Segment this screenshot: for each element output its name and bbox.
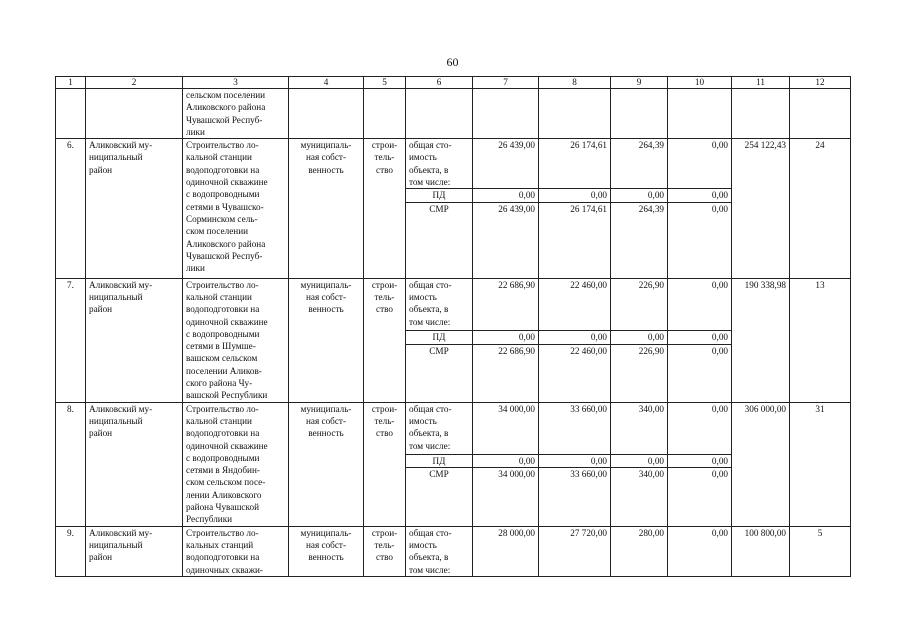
- total-value: 0,00: [668, 278, 732, 330]
- pd-value: 0,00: [611, 454, 668, 468]
- col11-value: 306 000,00: [732, 402, 790, 526]
- pd-label: ПД: [406, 454, 473, 468]
- pd-value: 0,00: [473, 189, 539, 202]
- col11-value: 100 800,00: [732, 526, 790, 576]
- kind-cell: строи- тель- ство: [364, 278, 406, 402]
- col11-value: 190 338,98: [732, 278, 790, 402]
- col-header: 9: [611, 77, 668, 89]
- pd-value: 0,00: [473, 454, 539, 468]
- table-row: [56, 526, 851, 576]
- table-row: [56, 278, 851, 330]
- total-value: 22 460,00: [539, 278, 611, 330]
- col12-value: 31: [790, 402, 851, 526]
- smr-label: СМР: [406, 202, 473, 278]
- smr-value: 26 174,61: [539, 202, 611, 278]
- smr-value: 0,00: [668, 468, 732, 526]
- smr-value: 34 000,00: [473, 468, 539, 526]
- smr-label: СМР: [406, 344, 473, 402]
- total-value: 340,00: [611, 402, 668, 454]
- col-header: 10: [668, 77, 732, 89]
- total-value: 26 439,00: [473, 139, 539, 189]
- col12-value: 24: [790, 139, 851, 278]
- cost-label-cell: общая сто- имость объекта, в том числе:: [406, 526, 473, 576]
- pd-value: 0,00: [539, 189, 611, 202]
- object-description: Строительство ло- кальной станции водоподготовки на одиночной скважине с водопроводными сетями в Яндобин- ском сельском посе- лении Аликовского района Чувашской Республики: [183, 402, 289, 526]
- smr-value: 0,00: [668, 202, 732, 278]
- col-header: 7: [473, 77, 539, 89]
- pd-label: ПД: [406, 330, 473, 344]
- smr-value: 264,39: [611, 202, 668, 278]
- total-value: 280,00: [611, 526, 668, 576]
- municipality-cell: Аликовский му- ниципальный район: [86, 526, 183, 576]
- row-number: 8.: [56, 402, 86, 526]
- municipality-cell: Аликовский му- ниципальный район: [86, 278, 183, 402]
- object-description: Строительство ло- кальной станции водоподготовки на одиночной скважине с водопроводными сетями в Чувашско- Сорминском сель- ском поселении Аликовского района Чувашской Респуб- лики: [183, 139, 289, 278]
- municipality-cell: Аликовский му- ниципальный район: [86, 139, 183, 278]
- total-value: 27 720,00: [539, 526, 611, 576]
- smr-value: 0,00: [668, 344, 732, 402]
- col12-value: 13: [790, 278, 851, 402]
- object-description: Строительство ло- кальных станций водоподготовки на одиночных скважи-: [183, 526, 289, 576]
- total-value: 264,39: [611, 139, 668, 189]
- kind-cell: строи- тель- ство: [364, 402, 406, 526]
- table-row: [56, 139, 851, 189]
- total-value: 26 174,61: [539, 139, 611, 189]
- total-value: 0,00: [668, 139, 732, 189]
- pd-value: 0,00: [473, 330, 539, 344]
- col-header: 2: [86, 77, 183, 89]
- col-header: 1: [56, 77, 86, 89]
- row-number: 7.: [56, 278, 86, 402]
- col-header: 6: [406, 77, 473, 89]
- col-header: 12: [790, 77, 851, 89]
- col-header: 4: [289, 77, 364, 89]
- pd-value: 0,00: [539, 454, 611, 468]
- pd-value: 0,00: [668, 330, 732, 344]
- col11-value: 254 122,43: [732, 139, 790, 278]
- cost-label-cell: общая сто- имость объекта, в том числе:: [406, 278, 473, 330]
- col-header: 11: [732, 77, 790, 89]
- col-header: 5: [364, 77, 406, 89]
- row-number: 6.: [56, 139, 86, 278]
- total-value: 0,00: [668, 526, 732, 576]
- kind-cell: строи- тель- ство: [364, 526, 406, 576]
- municipality-cell: Аликовский му- ниципальный район: [86, 402, 183, 526]
- col12-value: 5: [790, 526, 851, 576]
- cost-label-cell: общая сто- имость объекта, в том числе:: [406, 139, 473, 189]
- pd-value: 0,00: [611, 330, 668, 344]
- smr-value: 26 439,00: [473, 202, 539, 278]
- pd-value: 0,00: [668, 454, 732, 468]
- smr-value: 226,90: [611, 344, 668, 402]
- ownership-cell: муниципаль- ная собст- венность: [289, 526, 364, 576]
- ownership-cell: муниципаль- ная собст- венность: [289, 139, 364, 278]
- total-value: 28 000,00: [473, 526, 539, 576]
- smr-value: 22 686,90: [473, 344, 539, 402]
- total-value: 22 686,90: [473, 278, 539, 330]
- column-number-row: [56, 77, 851, 89]
- row-number: 9.: [56, 526, 86, 576]
- total-value: 0,00: [668, 402, 732, 454]
- object-description: сельском поселении Аликовского района Чувашской Респуб- лики: [183, 89, 289, 139]
- smr-value: 340,00: [611, 468, 668, 526]
- object-description: Строительство ло- кальной станции водоподготовки на одиночной скважине с водопроводными сетями в Шумше- вашском сельском поселении Аликов- ского района Чу- вашской Республики: [183, 278, 289, 402]
- total-value: 33 660,00: [539, 402, 611, 454]
- smr-value: 22 460,00: [539, 344, 611, 402]
- cost-label-cell: общая сто- имость объекта, в том числе:: [406, 402, 473, 454]
- total-value: 226,90: [611, 278, 668, 330]
- smr-value: 33 660,00: [539, 468, 611, 526]
- pd-value: 0,00: [611, 189, 668, 202]
- table-row: [56, 402, 851, 454]
- total-value: 34 000,00: [473, 402, 539, 454]
- pd-value: 0,00: [539, 330, 611, 344]
- pd-label: ПД: [406, 189, 473, 202]
- ownership-cell: муниципаль- ная собст- венность: [289, 278, 364, 402]
- col-header: 8: [539, 77, 611, 89]
- kind-cell: строи- тель- ство: [364, 139, 406, 278]
- ownership-cell: муниципаль- ная собст- венность: [289, 402, 364, 526]
- continuation-row: [56, 89, 851, 139]
- col-header: 3: [183, 77, 289, 89]
- investment-table: [55, 76, 851, 577]
- smr-label: СМР: [406, 468, 473, 526]
- page-number: 60: [446, 55, 459, 69]
- pd-value: 0,00: [668, 189, 732, 202]
